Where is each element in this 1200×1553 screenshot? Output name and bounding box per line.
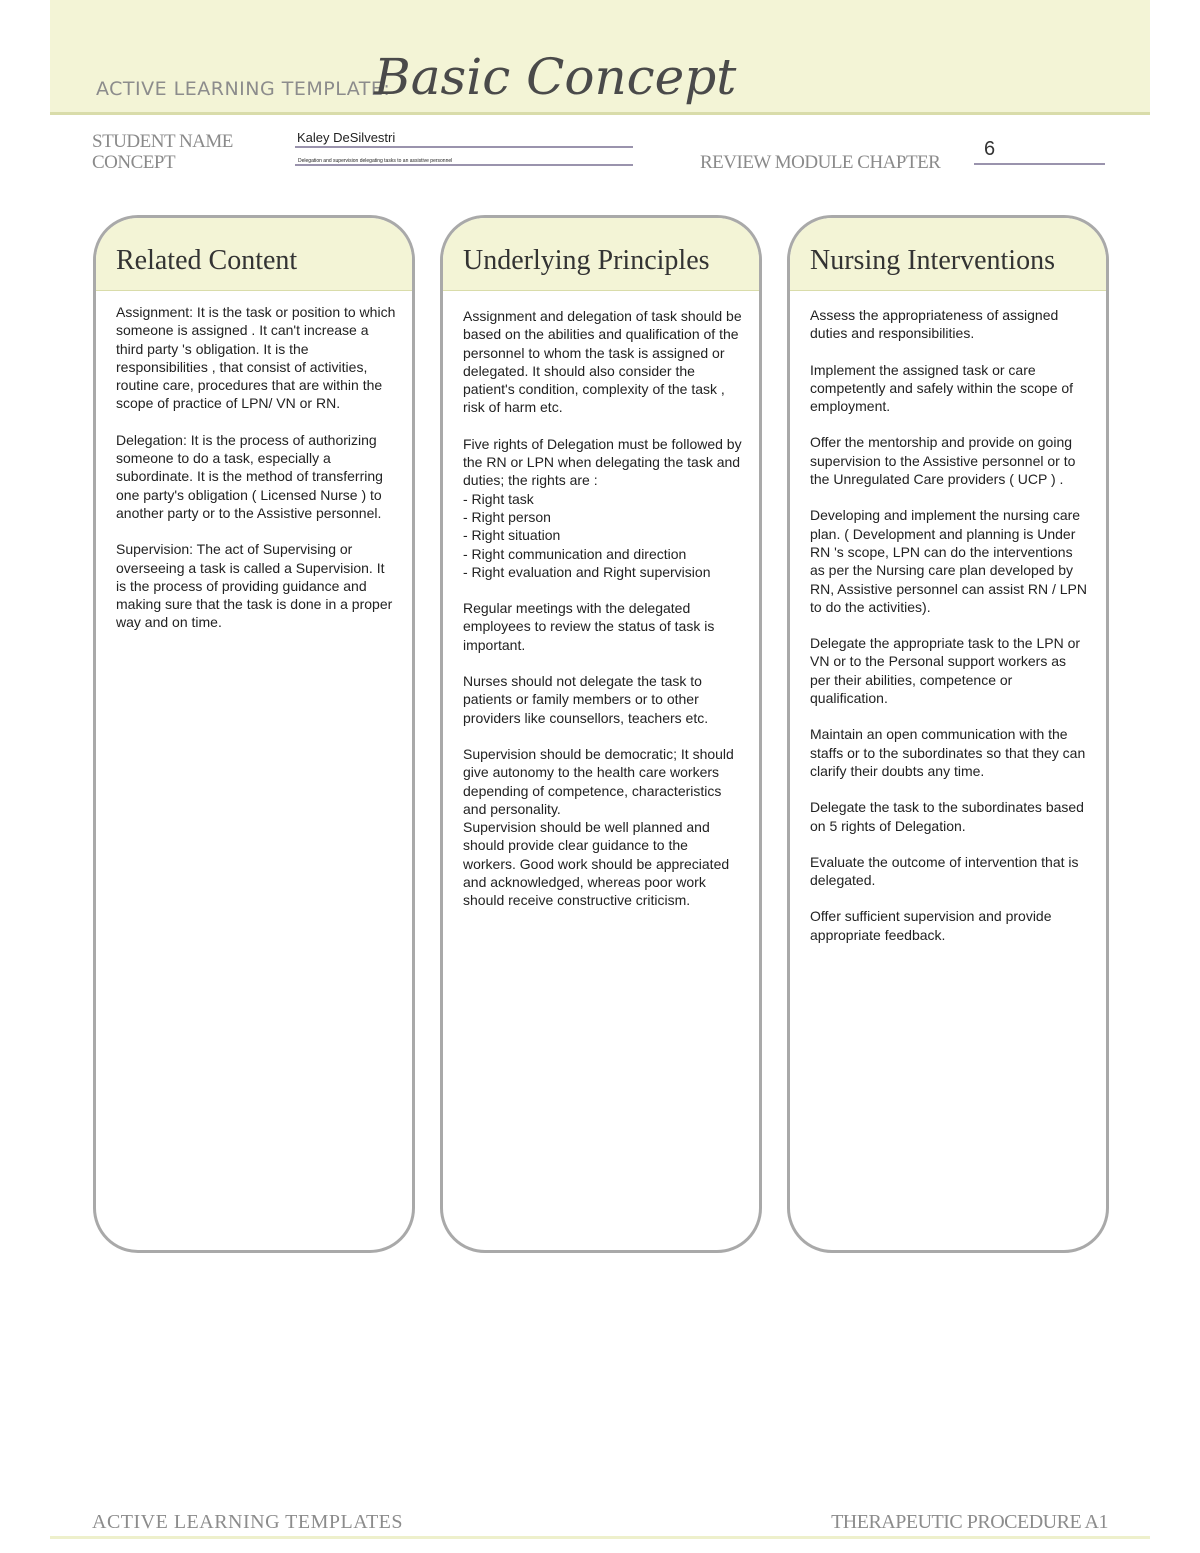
- panel-nursing-interventions: [787, 215, 1109, 1253]
- paragraph: Assignment and delegation of task should be based on the abilities and qualification of the personnel to whom the task is assigned or delegated. It should also consider the patient's condition, complexity of the task , risk of harm etc.: [463, 308, 742, 416]
- paragraph: Offer the mentorship and provide on going supervision to the Assistive personnel or to the Unregulated Care providers ( UCP ) .: [810, 434, 1076, 488]
- paragraph: Delegation: It is the process of authorizing someone to do a task, especially a subordinate. It is the method of transferring one party's obligation ( Licensed Nurse ) to another party or to the Assistive personnel.: [116, 431, 383, 521]
- panel-underlying-principles: [440, 215, 762, 1253]
- panel-title: Underlying Principles: [443, 218, 759, 291]
- panel-title: Related Content: [96, 218, 412, 291]
- paragraph: Implement the assigned task or care competently and safely within the scope of employment.: [810, 361, 1074, 415]
- paragraph: Regular meetings with the delegated employees to review the status of task is important.: [463, 600, 715, 653]
- review-module-field[interactable]: 6: [984, 138, 996, 160]
- student-name-field[interactable]: Kaley DeSilvestri: [297, 130, 396, 145]
- paragraph: Supervision should be democratic; It should give autonomy to the health care workers depending of competence, characteristics and personality. Supervision should be well planned and should provide clear guidance to the workers. Good work should be appreciated and acknowledged, whereas poor work should receive constructive criticism.: [463, 745, 734, 909]
- paragraph: Five rights of Delegation must be followed by the RN or LPN when delegating the task and duties; the rights are : - Right task - Right person - Right situation - Right communication and direction - Right evaluation and Right supervision: [463, 435, 742, 580]
- paragraph: Nurses should not delegate the task to patients or family members or to other providers like counsellors, teachers etc.: [463, 673, 709, 726]
- template-title: Basic Concept: [374, 48, 737, 106]
- student-name-label: STUDENT NAME: [92, 131, 233, 152]
- panel-body[interactable]: [790, 291, 1106, 944]
- footer-right-label: THERAPEUTIC PROCEDURE A1: [831, 1511, 1108, 1533]
- paragraph: Developing and implement the nursing care plan. ( Development and planning is Under RN 's scope, LPN can do the interventions as per the Nursing care plan developed by RN, Assistive personnel can assist RN / LPN to do the activities).: [810, 507, 1087, 615]
- footer-divider: [50, 1536, 1150, 1539]
- student-name-underline: [295, 146, 633, 148]
- paragraph: Assignment: It is the task or position to which someone is assigned . It can't increase a third party 's obligation. It is the responsibilities , that consist of activities, routine care, procedures that are within the scope of practice of LPN/ VN or RN.: [116, 304, 396, 412]
- paragraph: Assess the appropriateness of assigned duties and responsibilities.: [810, 307, 1059, 342]
- concept-field[interactable]: Delegation and supervision delegating tasks to an assistive personnel: [298, 158, 453, 164]
- panel-title: Nursing Interventions: [790, 218, 1106, 291]
- panel-body[interactable]: [443, 291, 759, 910]
- panel-related-content: [93, 215, 415, 1253]
- review-module-label: REVIEW MODULE CHAPTER: [700, 152, 941, 173]
- paragraph: Offer sufficient supervision and provide appropriate feedback.: [810, 908, 1052, 943]
- paragraph: Evaluate the outcome of intervention that is delegated.: [810, 853, 1079, 889]
- concept-label: CONCEPT: [92, 152, 176, 173]
- paragraph: Supervision: The act of Supervising or overseeing a task is called a Supervision. It is the process of providing guidance and making sure that the task is done in a proper way and on time.: [116, 541, 393, 631]
- paragraph: Delegate the appropriate task to the LPN or VN or to the Personal support workers as per their abilities, competence or qualification.: [810, 635, 1081, 707]
- footer-left-label: ACTIVE LEARNING TEMPLATES: [92, 1511, 404, 1533]
- panel-body[interactable]: [96, 291, 412, 632]
- paragraph: Maintain an open communication with the staffs or to the subordinates so that they can clarify their doubts any time.: [810, 726, 1086, 779]
- concept-underline: [295, 164, 633, 166]
- paragraph: Delegate the task to the subordinates based on 5 rights of Delegation.: [810, 799, 1084, 834]
- review-module-underline: [974, 163, 1105, 165]
- template-label: ACTIVE LEARNING TEMPLATE:: [96, 78, 391, 100]
